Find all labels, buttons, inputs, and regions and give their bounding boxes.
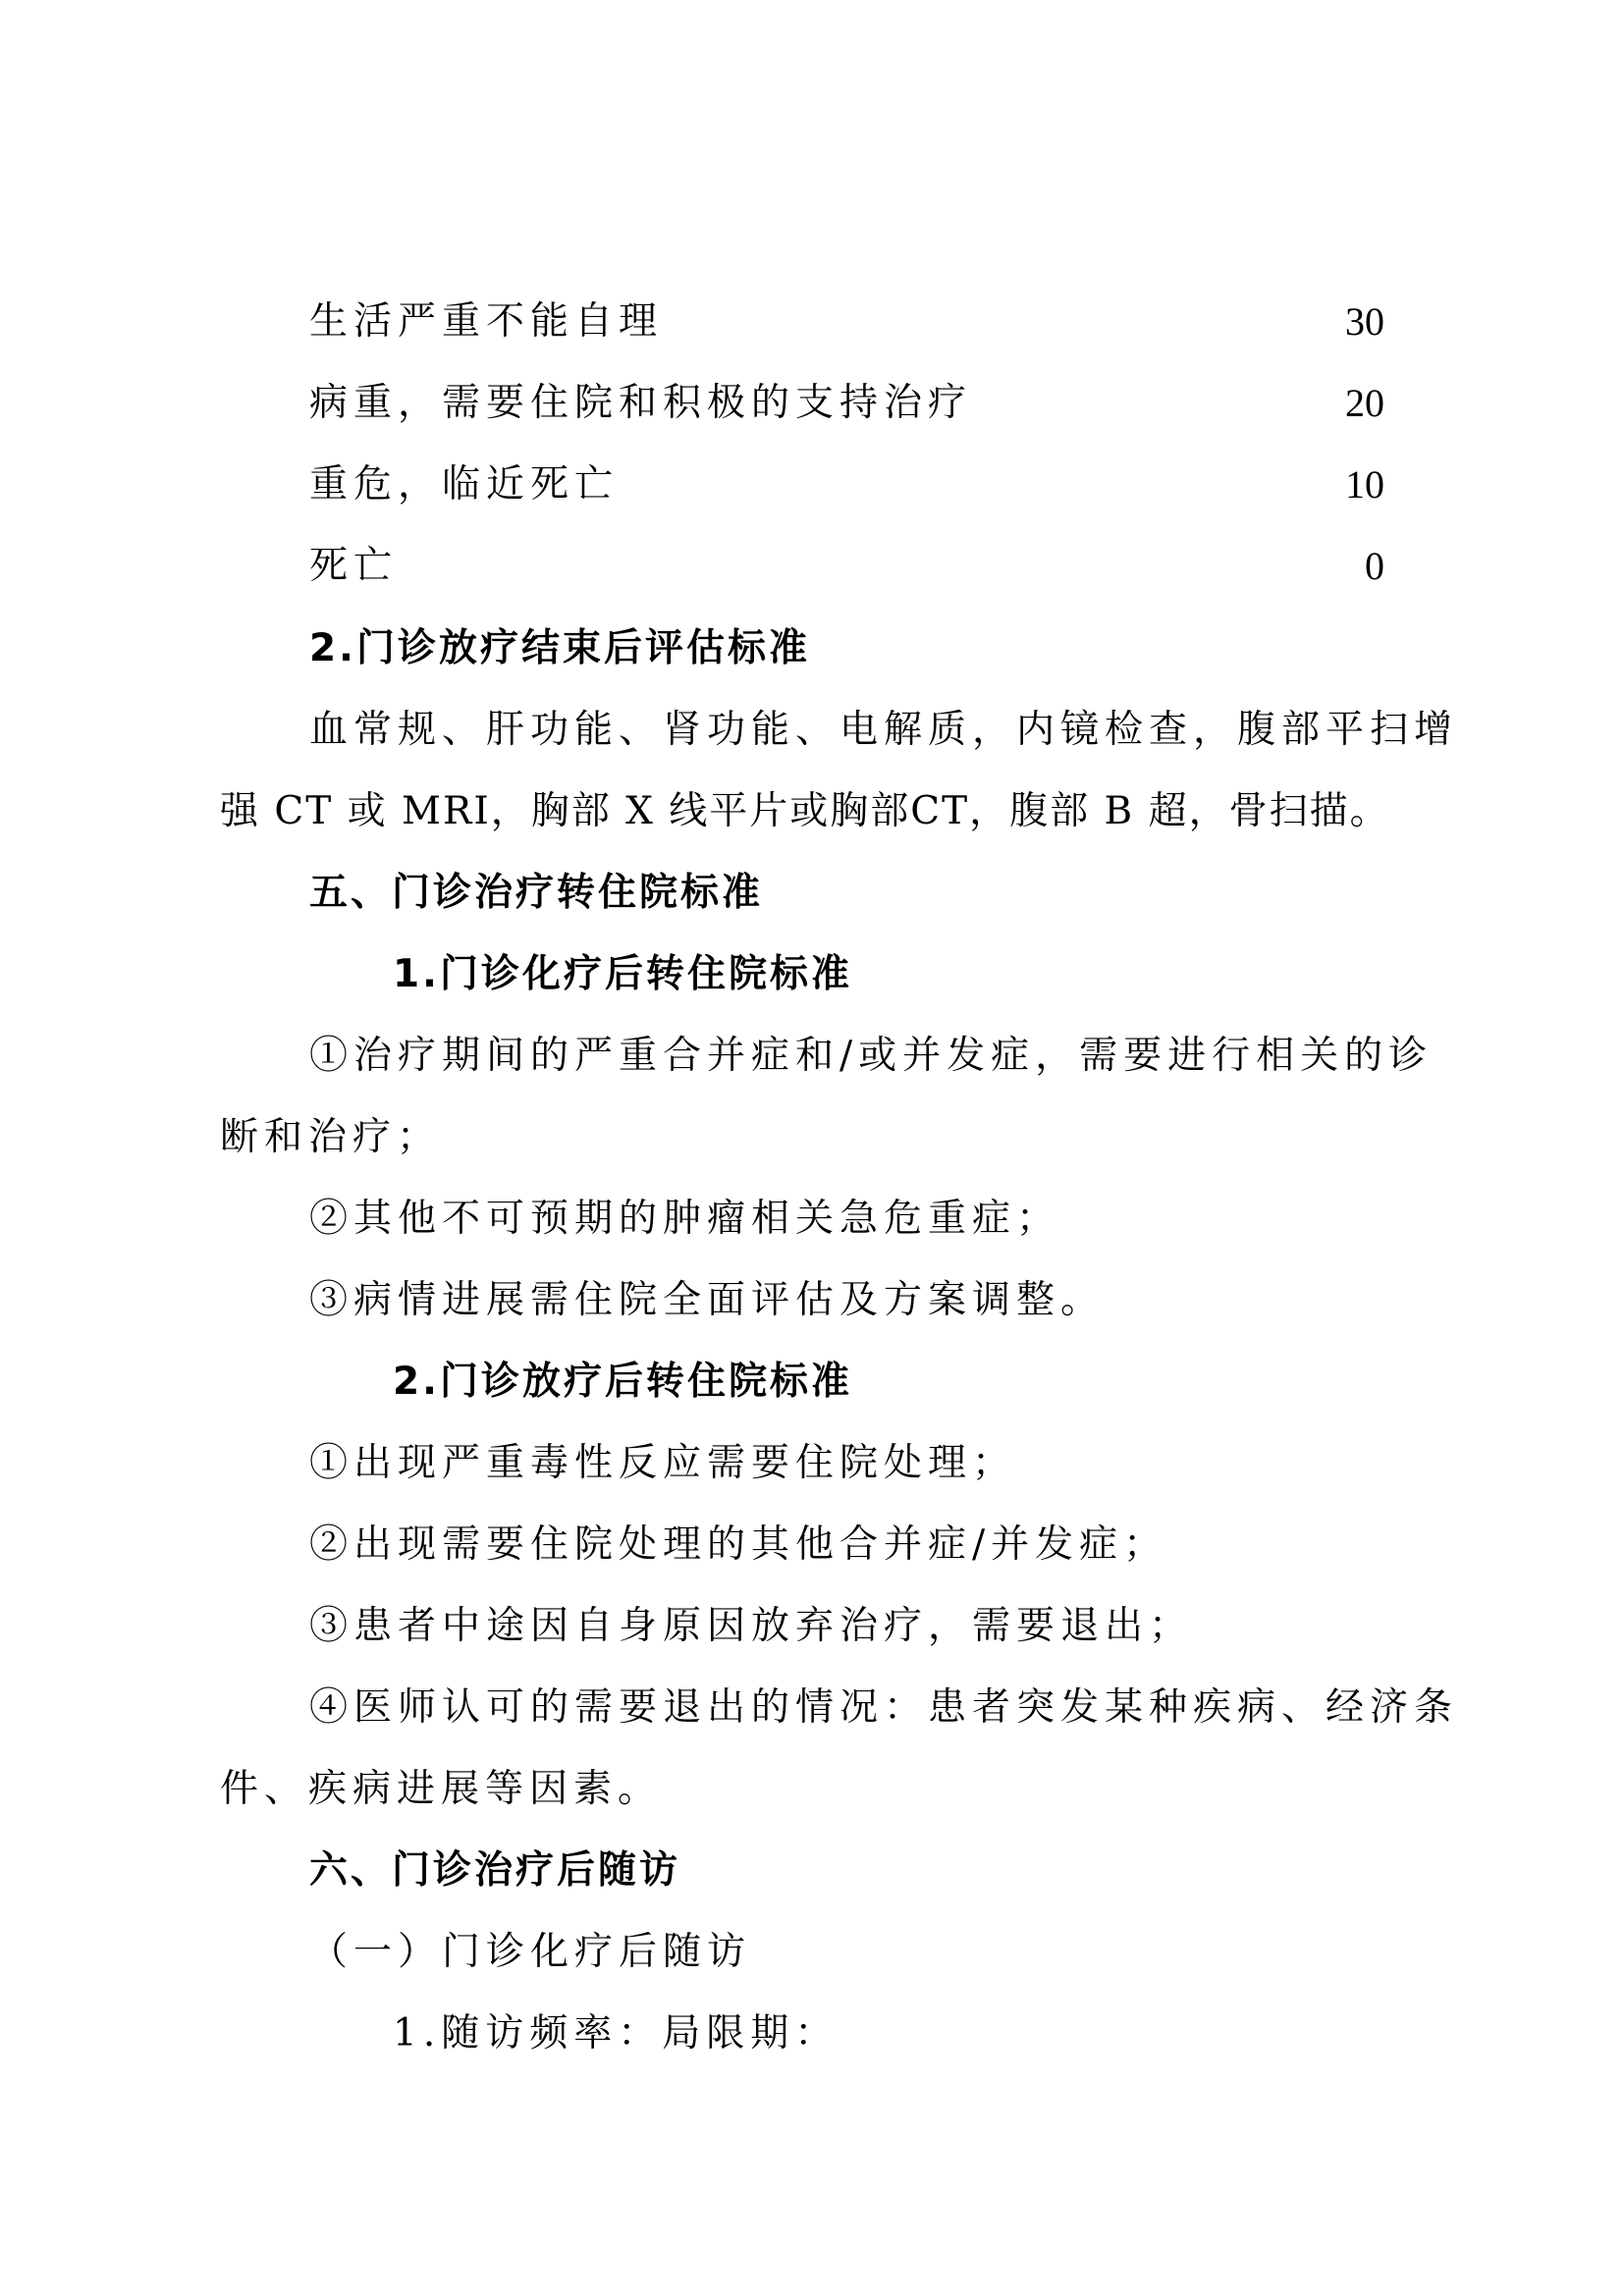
score-value-0: 0: [1365, 544, 1384, 588]
heading-section-six: 六、门诊治疗后随访: [309, 1848, 681, 1893]
score-label-20: 病重，需要住院和积极的支持治疗: [309, 381, 973, 425]
heading-chemo-to-inpatient: 1.门诊化疗后转住院标准: [393, 952, 852, 996]
heading-radiotherapy-eval: 2.门诊放疗结束后评估标准: [309, 626, 810, 670]
chemo-item1-line1: ①治疗期间的严重合并症和/或并发症，需要进行相关的诊: [309, 1034, 1434, 1078]
score-label-0: 死亡: [309, 544, 399, 588]
heading-radio-to-inpatient: 2.门诊放疗后转住院标准: [393, 1360, 852, 1404]
paragraph-radiotherapy-eval-line1: 血常规、肝功能、肾功能、电解质，内镜检查，腹部平扫增: [309, 708, 1459, 752]
radio-item4-line2: 件、疾病进展等因素。: [220, 1767, 663, 1811]
chemo-item2: ②其他不可预期的肿瘤相关急危重症；: [309, 1197, 1061, 1241]
heading-section-five: 五、门诊治疗转住院标准: [309, 871, 764, 915]
radio-item1: ①出现严重毒性反应需要住院处理；: [309, 1441, 1017, 1485]
radio-item2: ②出现需要住院处理的其他合并症/并发症；: [309, 1522, 1168, 1567]
radio-item3: ③患者中途因自身原因放弃治疗，需要退出；: [309, 1604, 1194, 1648]
chemo-item3: ③病情进展需住院全面评估及方案调整。: [309, 1278, 1106, 1322]
score-value-30: 30: [1345, 299, 1384, 344]
radio-item4-line1: ④医师认可的需要退出的情况：患者突发某种疾病、经济条: [309, 1685, 1459, 1730]
score-label-30: 生活严重不能自理: [309, 299, 664, 344]
followup-frequency: 1.随访频率：局限期：: [393, 2011, 839, 2056]
score-value-20: 20: [1345, 381, 1384, 425]
score-label-10: 重危，临近死亡: [309, 462, 620, 507]
chemo-item1-line2: 断和治疗；: [220, 1115, 442, 1159]
score-value-10: 10: [1345, 462, 1384, 507]
paragraph-radiotherapy-eval-line2: 强 CT 或 MRI，胸部 X 线平片或胸部CT，腹部 B 超，骨扫描。: [220, 789, 1390, 833]
heading-chemo-followup: （一）门诊化疗后随访: [309, 1930, 752, 1974]
